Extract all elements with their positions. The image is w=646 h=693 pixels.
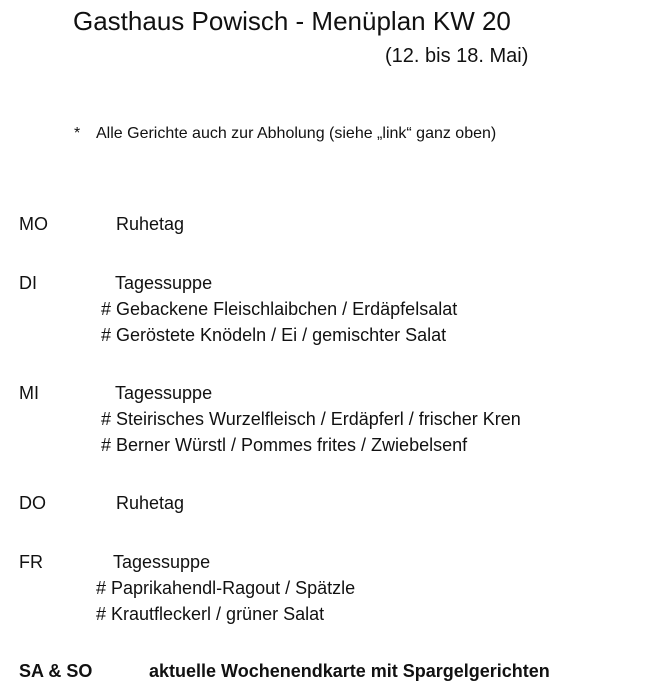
day-label-mi: MI bbox=[19, 383, 39, 403]
pickup-note: Alle Gerichte auch zur Abholung (siehe „link“ ganz oben) bbox=[96, 125, 497, 142]
menu-item-mi-2: # Steirisches Wurzelfleisch / Erdäpferl / frischer Kren bbox=[101, 409, 521, 429]
menu-item-mi-3: # Berner Würstl / Pommes frites / Zwiebelsenf bbox=[101, 435, 468, 455]
menu-item-fr-2: # Paprikahendl-Ragout / Spätzle bbox=[96, 578, 356, 598]
day-label-fr: FR bbox=[19, 552, 43, 572]
day-label-mo: MO bbox=[19, 214, 48, 234]
menu-item-mi-1: Tagessuppe bbox=[115, 383, 213, 403]
day-label-di: DI bbox=[19, 273, 37, 293]
day-label-weekend: SA & SO bbox=[19, 661, 93, 681]
menu-item-di-3: # Geröstete Knödeln / Ei / gemischter Salat bbox=[101, 325, 447, 345]
note-marker: * bbox=[74, 125, 81, 142]
menu-item-weekend-1: aktuelle Wochenendkarte mit Spargelgerichten bbox=[149, 661, 550, 681]
menu-item-fr-3: # Krautfleckerl / grüner Salat bbox=[96, 604, 325, 624]
day-label-do: DO bbox=[19, 493, 46, 513]
menu-item-do-1: Ruhetag bbox=[116, 493, 185, 513]
date-range: (12. bis 18. Mai) bbox=[385, 45, 529, 67]
menu-item-mo-1: Ruhetag bbox=[116, 214, 185, 234]
page-title: Gasthaus Powisch - Menüplan KW 20 bbox=[73, 6, 511, 36]
menu-item-di-1: Tagessuppe bbox=[115, 273, 213, 293]
menu-item-di-2: # Gebackene Fleischlaibchen / Erdäpfelsalat bbox=[101, 299, 458, 319]
menu-item-fr-1: Tagessuppe bbox=[113, 552, 211, 572]
